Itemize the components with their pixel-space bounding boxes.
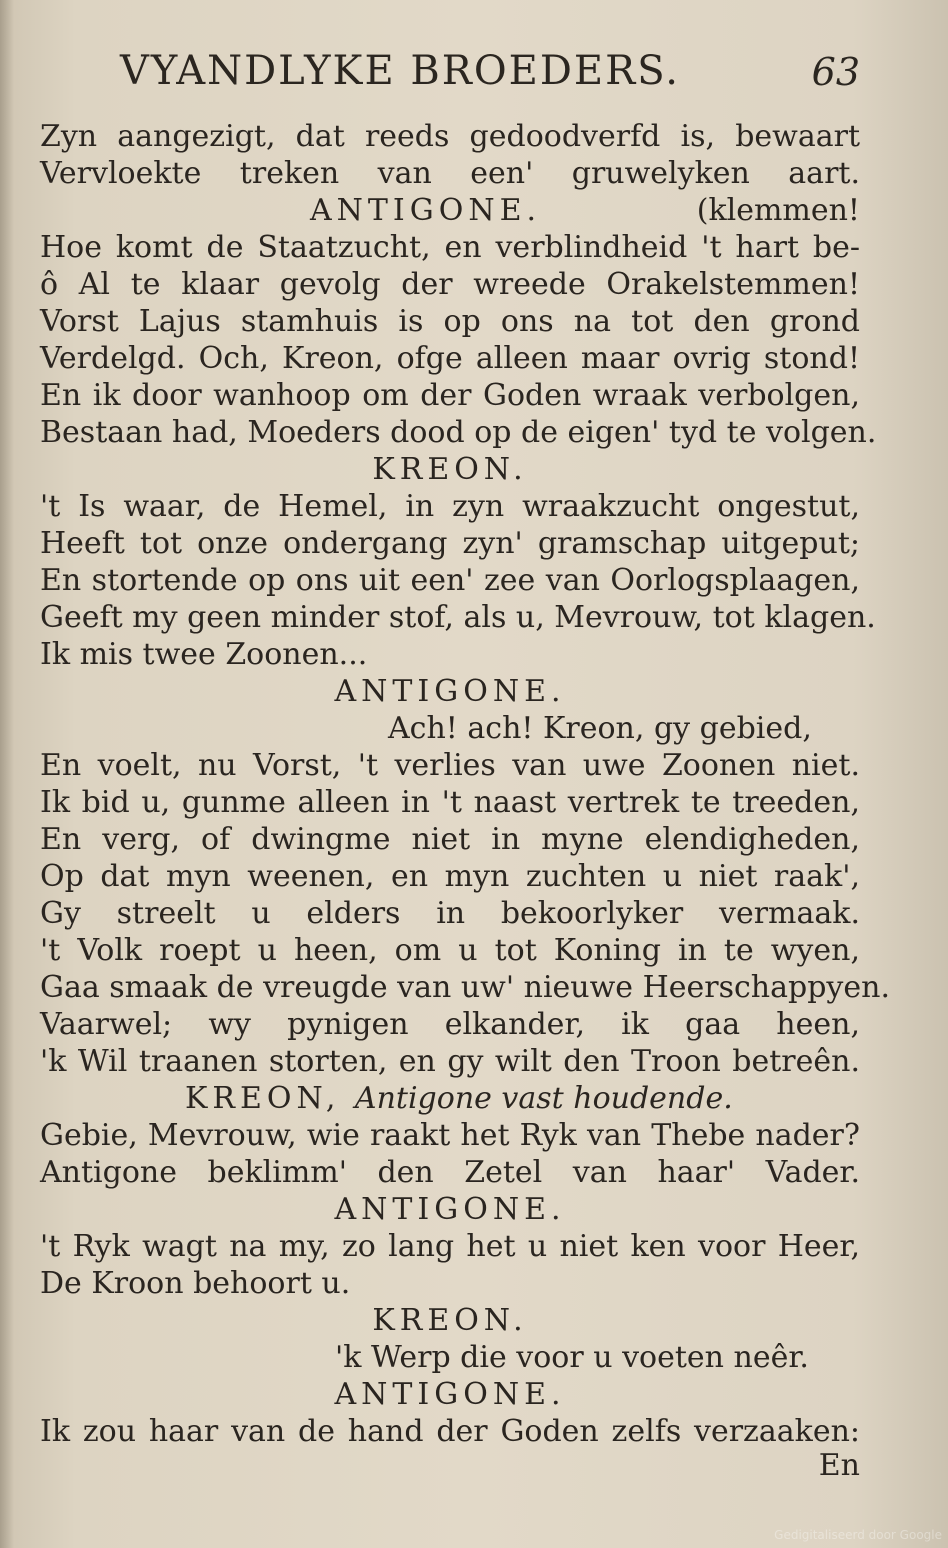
digitization-watermark: Gedigitaliseerd door Google xyxy=(774,1528,942,1542)
verse-line: Ach! ach! Kreon, gy gebied, xyxy=(388,711,812,746)
speaker-line xyxy=(40,1080,860,1117)
verse-line: 't Volk roept u heen, om u tot Koning in te wyen, xyxy=(40,933,860,968)
verse-line: Vervloekte treken van een' gruwelyken aart. xyxy=(40,156,860,191)
verse-line: Ik bid u, gunme alleen in 't naast vertrek te treeden, xyxy=(40,785,860,820)
verse-line: Ik mis twee Zoonen... xyxy=(40,637,368,672)
verse-line: De Kroon behoort u. xyxy=(40,1266,351,1301)
verse-line: Op dat myn weenen, en myn zuchten u niet raak', xyxy=(40,859,860,894)
catchword: En xyxy=(818,1448,860,1483)
verse-line: Hoe komt de Staatzucht, en verblindheid 't hart be- xyxy=(40,230,860,265)
speaker-line xyxy=(40,192,860,229)
verse-line: Antigone beklimm' den Zetel van haar' Vader. xyxy=(40,1155,860,1190)
verse-line: Bestaan had, Moeders dood op de eigen' tyd te volgen. xyxy=(40,415,877,450)
speaker-name: KREON. xyxy=(372,1303,528,1338)
verse-line: Gy streelt u elders in bekoorlyker vermaak. xyxy=(40,896,860,931)
verse-line: 'k Werp die voor u voeten neêr. xyxy=(335,1340,809,1375)
verse-line: Zyn aangezigt, dat reeds gedoodverfd is, bewaart xyxy=(40,119,860,154)
verse-line: 't Is waar, de Hemel, in zyn wraakzucht ongestut, xyxy=(40,489,860,524)
page-header xyxy=(120,48,860,104)
play-text xyxy=(40,118,890,1450)
speaker-name: ANTIGONE. xyxy=(310,193,542,228)
line-overflow-fragment: (klemmen! xyxy=(696,193,860,228)
running-title: VYANDLYKE BROEDERS. xyxy=(120,48,680,94)
page-number: 63 xyxy=(811,50,860,94)
speaker-name: ANTIGONE. xyxy=(334,674,566,709)
spine-shadow xyxy=(0,0,14,1548)
verse-line: En verg, of dwingme niet in myne elendigheden, xyxy=(40,822,860,857)
verse-line: ô Al te klaar gevolg der wreede Orakelstemmen! xyxy=(40,267,860,302)
speaker-name: KREON, xyxy=(185,1081,341,1116)
speaker-name: ANTIGONE. xyxy=(334,1377,566,1412)
stage-direction: Antigone vast houdende. xyxy=(354,1081,733,1116)
verse-line: En stortende op ons uit een' zee van Oorlogsplaagen, xyxy=(40,563,860,598)
verse-line: Vaarwel; wy pynigen elkander, ik gaa heen, xyxy=(40,1007,860,1042)
verse-line: En ik door wanhoop om der Goden wraak verbolgen, xyxy=(40,378,860,413)
verse-line: Ik zou haar van de hand der Goden zelfs verzaaken: xyxy=(40,1414,860,1449)
verse-line: 'k Wil traanen storten, en gy wilt den Troon betreên. xyxy=(40,1044,860,1079)
verse-line: Verdelgd. Och, Kreon, ofge alleen maar ovrig stond! xyxy=(40,341,860,376)
verse-line: Vorst Lajus stamhuis is op ons na tot den grond xyxy=(40,304,860,339)
speaker-name: ANTIGONE. xyxy=(334,1192,566,1227)
verse-line: Gebie, Mevrouw, wie raakt het Ryk van Thebe nader? xyxy=(40,1118,860,1153)
verse-line: En voelt, nu Vorst, 't verlies van uwe Zoonen niet. xyxy=(40,748,860,783)
verse-line: 't Ryk wagt na my, zo lang het u niet ken voor Heer, xyxy=(40,1229,860,1264)
speaker-name: KREON. xyxy=(372,452,528,487)
verse-line: Gaa smaak de vreugde van uw' nieuwe Heerschappyen. xyxy=(40,970,890,1005)
verse-line: Geeft my geen minder stof, als u, Mevrouw, tot klagen. xyxy=(40,600,876,635)
verse-line: Heeft tot onze ondergang zyn' gramschap uitgeput; xyxy=(40,526,860,561)
